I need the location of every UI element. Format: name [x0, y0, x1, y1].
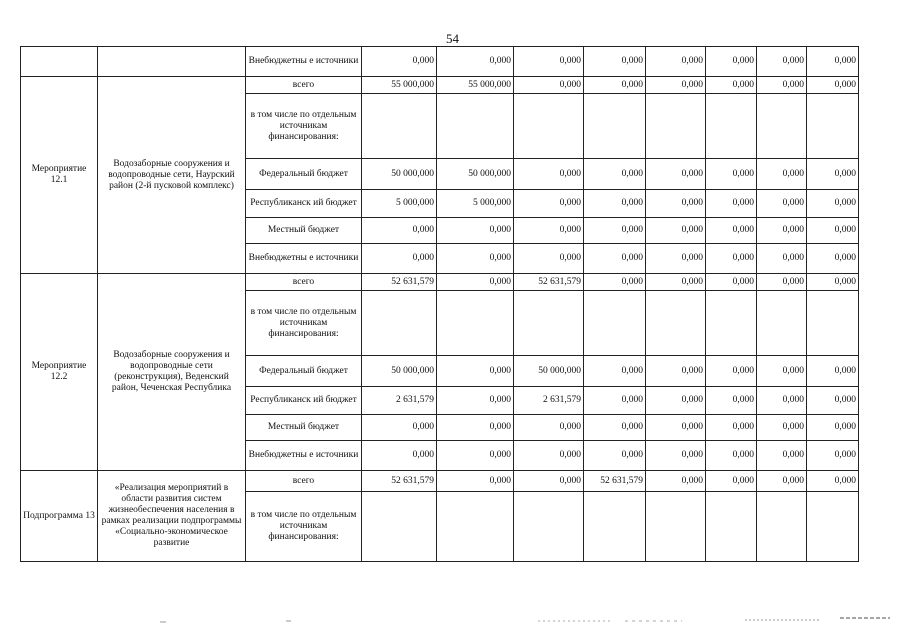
- amount-cell: 55 000,000: [437, 77, 514, 94]
- amount-cell: 2 631,579: [362, 387, 437, 415]
- amount-cell: [646, 94, 706, 159]
- amount-cell: 0,000: [807, 356, 859, 387]
- funding-source-cell: в том числе по отдельным источникам финансирования:: [246, 291, 362, 356]
- amount-cell: 0,000: [514, 244, 584, 274]
- amount-cell: 0,000: [706, 274, 757, 291]
- table-row: [21, 471, 859, 492]
- amount-cell: 0,000: [807, 47, 859, 77]
- amount-cell: 50 000,000: [362, 159, 437, 190]
- amount-cell: [807, 94, 859, 159]
- amount-cell: 0,000: [584, 159, 646, 190]
- amount-cell: 0,000: [646, 441, 706, 471]
- amount-cell: 0,000: [646, 47, 706, 77]
- amount-cell: 0,000: [807, 415, 859, 441]
- amount-cell: 0,000: [437, 244, 514, 274]
- amount-cell: [584, 291, 646, 356]
- amount-cell: [584, 492, 646, 562]
- amount-cell: 0,000: [706, 471, 757, 492]
- amount-cell: 0,000: [362, 415, 437, 441]
- amount-cell: [584, 94, 646, 159]
- amount-cell: [706, 94, 757, 159]
- amount-cell: 0,000: [807, 441, 859, 471]
- amount-cell: 0,000: [646, 471, 706, 492]
- amount-cell: 0,000: [807, 274, 859, 291]
- funding-source-cell: в том числе по отдельным источникам финансирования:: [246, 94, 362, 159]
- activity-description-cell: «Реализация мероприятий в области развития систем жизнеобеспечения населения в рамках реализации подпрограммы «Социально-экономическое развитие: [98, 471, 246, 562]
- amount-cell: 0,000: [437, 47, 514, 77]
- activity-code-cell: Мероприятие 12.1: [21, 77, 98, 274]
- amount-cell: 0,000: [706, 218, 757, 244]
- amount-cell: 0,000: [584, 441, 646, 471]
- amount-cell: 0,000: [584, 387, 646, 415]
- activity-code-cell: [21, 47, 98, 77]
- amount-cell: 0,000: [514, 77, 584, 94]
- amount-cell: 0,000: [807, 77, 859, 94]
- amount-cell: 0,000: [807, 218, 859, 244]
- amount-cell: 0,000: [584, 77, 646, 94]
- amount-cell: [362, 94, 437, 159]
- amount-cell: 0,000: [437, 274, 514, 291]
- amount-cell: [437, 94, 514, 159]
- amount-cell: 0,000: [514, 159, 584, 190]
- amount-cell: 0,000: [362, 218, 437, 244]
- funding-source-cell: Местный бюджет: [246, 415, 362, 441]
- funding-source-cell: Внебюджетны е источники: [246, 244, 362, 274]
- amount-cell: 0,000: [584, 47, 646, 77]
- amount-cell: 0,000: [706, 47, 757, 77]
- amount-cell: [757, 94, 807, 159]
- funding-source-cell: в том числе по отдельным источникам финансирования:: [246, 492, 362, 562]
- amount-cell: 0,000: [437, 415, 514, 441]
- amount-cell: 0,000: [646, 356, 706, 387]
- amount-cell: 0,000: [757, 47, 807, 77]
- amount-cell: 0,000: [514, 415, 584, 441]
- amount-cell: [514, 94, 584, 159]
- amount-cell: [757, 492, 807, 562]
- activity-code-cell: Мероприятие 12.2: [21, 274, 98, 471]
- amount-cell: 0,000: [584, 218, 646, 244]
- amount-cell: 0,000: [757, 190, 807, 218]
- amount-cell: [807, 492, 859, 562]
- funding-source-cell: Республиканск ий бюджет: [246, 387, 362, 415]
- amount-cell: 0,000: [807, 387, 859, 415]
- amount-cell: [437, 492, 514, 562]
- amount-cell: 0,000: [584, 274, 646, 291]
- activity-description-cell: Водозаборные сооружения и водопроводные сети, Наурский район (2-й пусковой комплекс): [98, 77, 246, 274]
- funding-source-cell: всего: [246, 274, 362, 291]
- amount-cell: [646, 291, 706, 356]
- amount-cell: 0,000: [706, 190, 757, 218]
- amount-cell: 0,000: [646, 387, 706, 415]
- amount-cell: [706, 291, 757, 356]
- amount-cell: 55 000,000: [362, 77, 437, 94]
- activity-description-cell: [98, 47, 246, 77]
- amount-cell: 0,000: [706, 415, 757, 441]
- amount-cell: [706, 492, 757, 562]
- table-row: [21, 47, 859, 77]
- amount-cell: 0,000: [807, 190, 859, 218]
- amount-cell: 0,000: [646, 244, 706, 274]
- amount-cell: 52 631,579: [362, 274, 437, 291]
- budget-table: [20, 46, 859, 562]
- amount-cell: 0,000: [706, 159, 757, 190]
- amount-cell: 0,000: [757, 441, 807, 471]
- amount-cell: 0,000: [514, 190, 584, 218]
- activity-description-cell: Водозаборные сооружения и водопроводные сети (реконструкция), Веденский район, Чеченская Республика: [98, 274, 246, 471]
- amount-cell: 0,000: [706, 356, 757, 387]
- amount-cell: [646, 492, 706, 562]
- amount-cell: 0,000: [757, 77, 807, 94]
- amount-cell: 5 000,000: [437, 190, 514, 218]
- amount-cell: 0,000: [584, 415, 646, 441]
- amount-cell: 52 631,579: [362, 471, 437, 492]
- amount-cell: 0,000: [757, 159, 807, 190]
- amount-cell: 0,000: [706, 77, 757, 94]
- amount-cell: 0,000: [646, 190, 706, 218]
- amount-cell: 0,000: [757, 274, 807, 291]
- amount-cell: 0,000: [807, 244, 859, 274]
- amount-cell: 0,000: [757, 471, 807, 492]
- amount-cell: [362, 291, 437, 356]
- amount-cell: 0,000: [706, 441, 757, 471]
- amount-cell: 0,000: [706, 387, 757, 415]
- amount-cell: 0,000: [437, 218, 514, 244]
- table-row: [21, 77, 859, 94]
- amount-cell: 0,000: [757, 218, 807, 244]
- amount-cell: [514, 291, 584, 356]
- amount-cell: 0,000: [514, 441, 584, 471]
- amount-cell: 0,000: [584, 244, 646, 274]
- amount-cell: 0,000: [757, 387, 807, 415]
- amount-cell: [514, 492, 584, 562]
- amount-cell: 0,000: [757, 244, 807, 274]
- amount-cell: 0,000: [807, 159, 859, 190]
- funding-source-cell: Внебюджетны е источники: [246, 441, 362, 471]
- amount-cell: 50 000,000: [362, 356, 437, 387]
- amount-cell: 0,000: [706, 244, 757, 274]
- amount-cell: 0,000: [362, 441, 437, 471]
- funding-source-cell: Внебюджетны е источники: [246, 47, 362, 77]
- funding-source-cell: Федеральный бюджет: [246, 159, 362, 190]
- activity-code-cell: Подпрограмма 13: [21, 471, 98, 562]
- amount-cell: [757, 291, 807, 356]
- amount-cell: 0,000: [514, 218, 584, 244]
- amount-cell: 0,000: [807, 471, 859, 492]
- amount-cell: 0,000: [757, 415, 807, 441]
- amount-cell: 2 631,579: [514, 387, 584, 415]
- amount-cell: 0,000: [514, 471, 584, 492]
- amount-cell: 0,000: [437, 441, 514, 471]
- amount-cell: [362, 492, 437, 562]
- amount-cell: [437, 291, 514, 356]
- amount-cell: 0,000: [362, 244, 437, 274]
- table-row: [21, 274, 859, 291]
- amount-cell: 50 000,000: [437, 159, 514, 190]
- amount-cell: 0,000: [437, 471, 514, 492]
- page-number: 54: [446, 31, 459, 46]
- amount-cell: 0,000: [584, 190, 646, 218]
- amount-cell: 0,000: [437, 356, 514, 387]
- amount-cell: [807, 291, 859, 356]
- funding-source-cell: всего: [246, 471, 362, 492]
- amount-cell: 52 631,579: [584, 471, 646, 492]
- amount-cell: 0,000: [757, 356, 807, 387]
- amount-cell: 0,000: [646, 77, 706, 94]
- amount-cell: 0,000: [584, 356, 646, 387]
- amount-cell: 52 631,579: [514, 274, 584, 291]
- amount-cell: 5 000,000: [362, 190, 437, 218]
- amount-cell: 0,000: [646, 274, 706, 291]
- amount-cell: 0,000: [646, 159, 706, 190]
- amount-cell: 0,000: [514, 47, 584, 77]
- amount-cell: 0,000: [646, 218, 706, 244]
- funding-source-cell: Федеральный бюджет: [246, 356, 362, 387]
- amount-cell: 0,000: [646, 415, 706, 441]
- funding-source-cell: всего: [246, 77, 362, 94]
- funding-source-cell: Местный бюджет: [246, 218, 362, 244]
- amount-cell: 50 000,000: [514, 356, 584, 387]
- scan-noise-marks: [0, 612, 905, 628]
- amount-cell: 0,000: [362, 47, 437, 77]
- funding-source-cell: Республиканск ий бюджет: [246, 190, 362, 218]
- amount-cell: 0,000: [437, 387, 514, 415]
